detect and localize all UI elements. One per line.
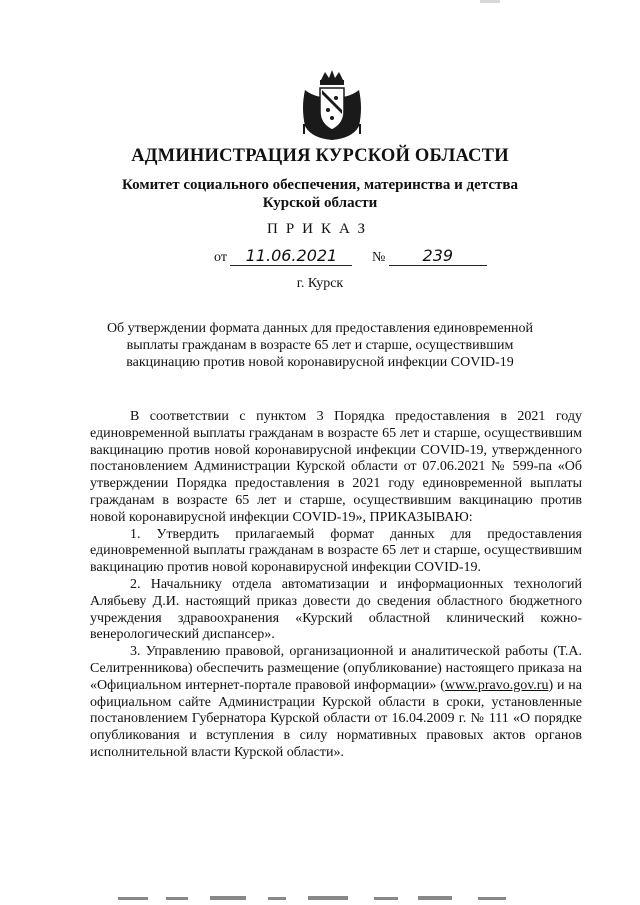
organization-title: АДМИНИСТРАЦИЯ КУРСКОЙ ОБЛАСТИ: [131, 146, 509, 166]
committee-line-2: Курской области: [262, 195, 378, 211]
subject-line-2: выплаты гражданам в возрасте 65 лет и старше, осуществившим: [126, 338, 514, 353]
item-1-paragraph: 1. Утвердить прилагаемый формат данных для предоставления единовременной выплаты гражданам в возрасте 65 лет и старше, осуществившим вакцинацию против новой коронавирусной инфекции COVID-19.: [90, 526, 582, 576]
order-body: [90, 409, 582, 762]
coat-of-arms-icon: [299, 68, 365, 142]
item-3-text-end: ) и на официальном сайте Администрации Курской области в сроки, установленные постановлением Губернатора Курской области от 16.04.2009 г. № 111 «О порядке опубликования и вступления в силу нормативных правовых актов органов исполнительной власти Курской области».: [90, 677, 582, 760]
number-prefix: №: [371, 250, 386, 265]
handwritten-number: 239: [389, 246, 487, 266]
committee-name: [0, 176, 640, 212]
pravo-link[interactable]: www.pravo.gov.ru: [444, 677, 549, 693]
preamble-paragraph: В соответствии с пунктом 3 Порядка предоставления в 2021 году единовременной выплаты гражданам в возрасте 65 лет и старше, осуществившим вакцинацию против новой коронавирусной инфекции COVID-19, утвержденного постановлением Администрации Курской области от 07.06.2021 № 599-па «Об утверждении Порядка предоставления в 2021 году единовременной выплаты гражданам в возрасте 65 лет и старше, осуществившим вакцинацию против новой коронавирусной инфекции COVID-19», ПРИКАЗЫВАЮ:: [90, 409, 582, 525]
handwritten-date: 11.06.2021: [230, 246, 352, 266]
scan-artifact: [480, 0, 500, 3]
subject-line-3: вакцинацию против новой коронавирусной инфекции COVID-19: [126, 355, 514, 370]
order-subject: [60, 320, 580, 371]
item-3-paragraph: [90, 644, 582, 762]
next-page-edge-artifact: [118, 894, 538, 902]
city: г. Курск: [296, 276, 344, 291]
subject-line-1: Об утверждении формата данных для предоставления единовременной: [106, 321, 534, 336]
order-title: ПРИКАЗ: [267, 221, 373, 237]
item-2-paragraph: 2. Начальнику отдела автоматизации и информационных технологий Алябьеву Д.И. настоящий приказ довести до сведения областного бюджетного учреждения здравоохранения «Курский областной клинический кожно-венерологический диспансер».: [90, 576, 582, 643]
item-3-text-start: 3. Управлению правовой, организационной и аналитической работы (Т.А. Селитренникова) обеспечить размещение (опубликование) настоящего приказа на «Официальном интернет-портале правовой информации» (: [90, 644, 582, 693]
order-date-number: [214, 246, 487, 266]
date-prefix: от: [214, 250, 227, 265]
committee-line-1: Комитет социального обеспечения, материнства и детства: [122, 177, 518, 193]
